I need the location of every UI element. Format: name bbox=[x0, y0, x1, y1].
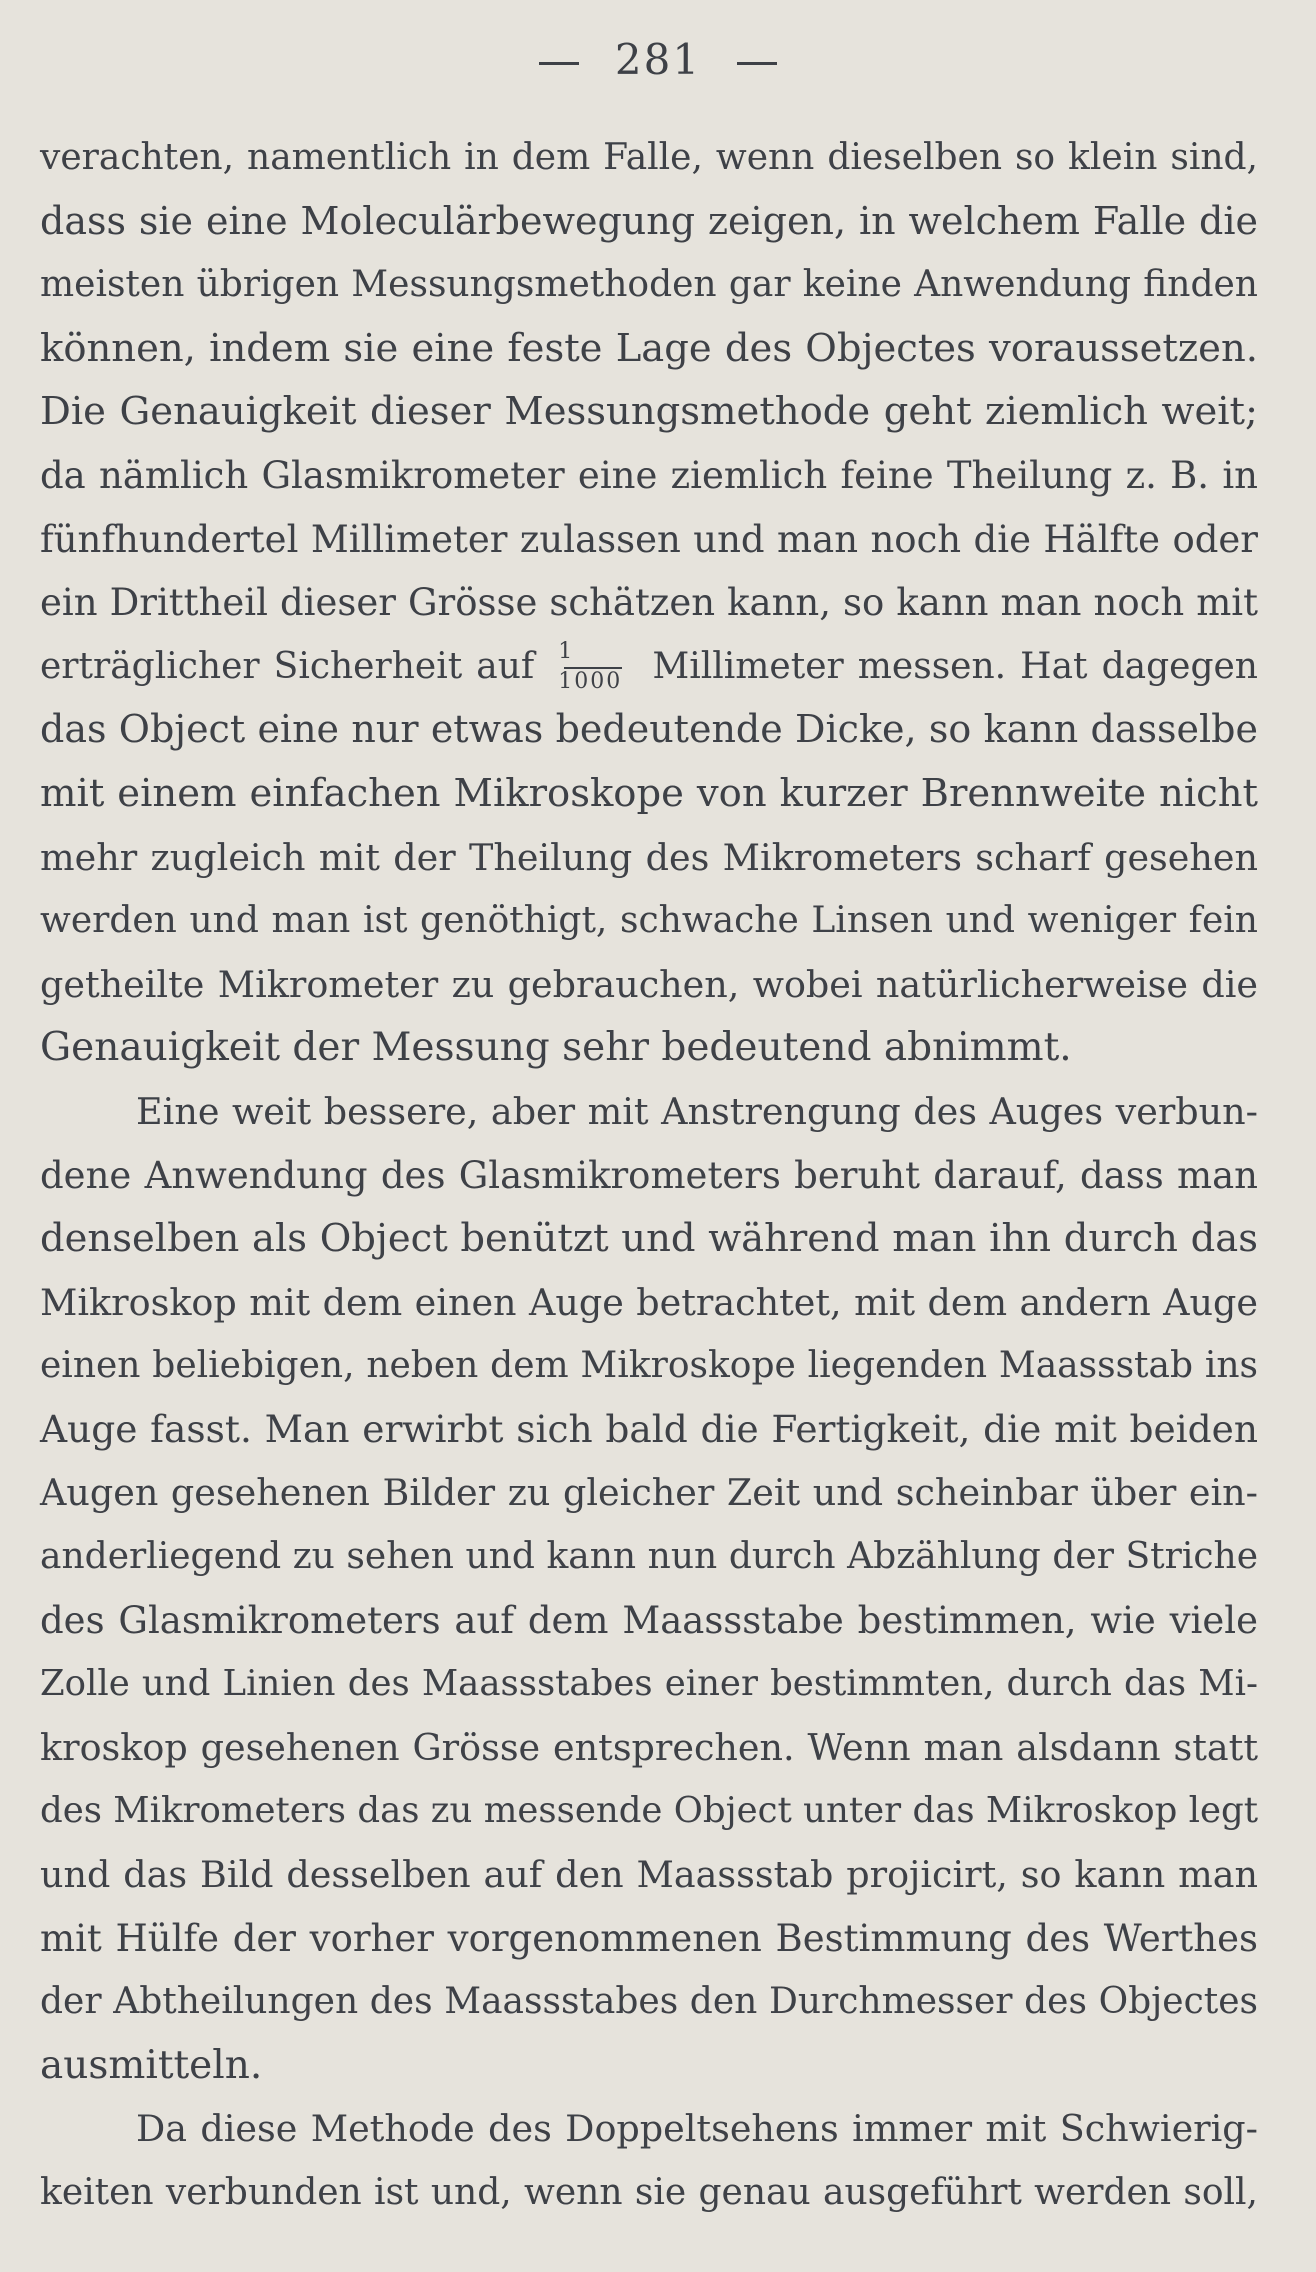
text-line: verachten, namentlich in dem Falle, wenn dieselben so klein sind, bbox=[40, 137, 1258, 178]
text-line: der Abtheilungen des Maassstabes den Durchmesser des Objectes bbox=[40, 1981, 1258, 2023]
text-line: meisten übrigen Messungsmethoden gar keine Anwendung finden bbox=[40, 264, 1258, 306]
text-line: fünfhundertel Millimeter zulassen und man noch die Hälfte oder bbox=[40, 517, 1258, 561]
text-line: dass sie eine Moleculärbewegung zeigen, in welchem Falle die bbox=[40, 198, 1258, 243]
text-line: einen beliebigen, neben dem Mikroskope liegenden Maassstab ins bbox=[40, 1345, 1258, 1387]
page-number: 281 bbox=[614, 35, 702, 84]
text-line: dene Anwendung des Glasmikrometers beruht darauf, dass man bbox=[40, 1153, 1258, 1197]
page-header bbox=[0, 30, 1316, 90]
text-line: Auge fasst. Man erwirbt sich bald die Fertigkeit, die mit beiden bbox=[40, 1406, 1258, 1451]
paragraph-end-line: ausmitteln. bbox=[40, 2042, 263, 2088]
paragraph-start-line: Eine weit bessere, aber mit Anstrengung des Auges verbun- bbox=[136, 1089, 1258, 1133]
text-line: getheilte Mikrometer zu gebrauchen, wobei natürlicherweise die bbox=[40, 962, 1258, 1006]
text-line: mehr zugleich mit der Theilung des Mikrometers scharf gesehen bbox=[40, 835, 1258, 879]
text-line: werden und man ist genöthigt, schwache Linsen und weniger fein bbox=[40, 900, 1258, 942]
text-line: das Object eine nur etwas bedeutende Dicke, so kann dasselbe bbox=[40, 707, 1258, 752]
text-line: Zolle und Linien des Maassstabes einer bestimmten, durch das Mi- bbox=[40, 1663, 1258, 1705]
text-line-with-fraction bbox=[40, 635, 1258, 699]
text-line: des Mikrometers das zu messende Object unter das Mikroskop legt bbox=[40, 1790, 1258, 1832]
text-line: da nämlich Glasmikrometer eine ziemlich feine Theilung z. B. in bbox=[40, 453, 1258, 497]
fraction-line-before: erträglicher Sicherheit auf bbox=[40, 645, 535, 687]
text-line: denselben als Object benützt und während man ihn durch das bbox=[40, 1216, 1258, 1262]
text-line: mit einem einfachen Mikroskope von kurzer Brennweite nicht bbox=[40, 770, 1258, 816]
text-line: ein Drittheil dieser Grösse schätzen kann, so kann man noch mit bbox=[40, 581, 1258, 625]
fraction-numerator: 1 bbox=[558, 638, 573, 664]
paragraph-start-line: Da diese Methode des Doppeltsehens immer mit Schwierig- bbox=[136, 2107, 1258, 2151]
header-dash-right bbox=[737, 62, 777, 65]
text-line: kroskop gesehenen Grösse entsprechen. Wenn man alsdann statt bbox=[40, 1725, 1258, 1769]
fraction-line-after: Millimeter messen. Hat dagegen bbox=[652, 645, 1258, 687]
fraction-denominator: 1000 bbox=[558, 668, 623, 694]
text-line: Augen gesehenen Bilder zu gleicher Zeit und scheinbar über ein- bbox=[40, 1471, 1258, 1515]
fraction bbox=[558, 638, 628, 694]
text-line: keiten verbunden ist und, wenn sie genau ausgeführt werden soll, bbox=[40, 2172, 1258, 2213]
text-line: anderliegend zu sehen und kann nun durch Abzählung der Striche bbox=[40, 1536, 1258, 1578]
text-line: und das Bild desselben auf den Maassstab projicirt, so kann man bbox=[40, 1853, 1258, 1897]
paragraph-end-line: Genauigkeit der Messung sehr bedeutend abnimmt. bbox=[40, 1025, 1072, 1071]
text-line: Mikroskop mit dem einen Auge betrachtet, mit dem andern Auge bbox=[40, 1280, 1258, 1324]
text-line: mit Hülfe der vorher vorgenommenen Bestimmung des Werthes bbox=[40, 1916, 1258, 1960]
header-dash-left bbox=[539, 62, 579, 65]
body-text bbox=[40, 126, 1258, 2225]
text-line: Die Genauigkeit dieser Messungsmethode geht ziemlich weit; bbox=[40, 389, 1258, 435]
text-line: können, indem sie eine feste Lage des Objectes voraussetzen. bbox=[40, 325, 1258, 371]
text-line: des Glasmikrometers auf dem Maassstabe bestimmen, wie viele bbox=[40, 1598, 1258, 1642]
